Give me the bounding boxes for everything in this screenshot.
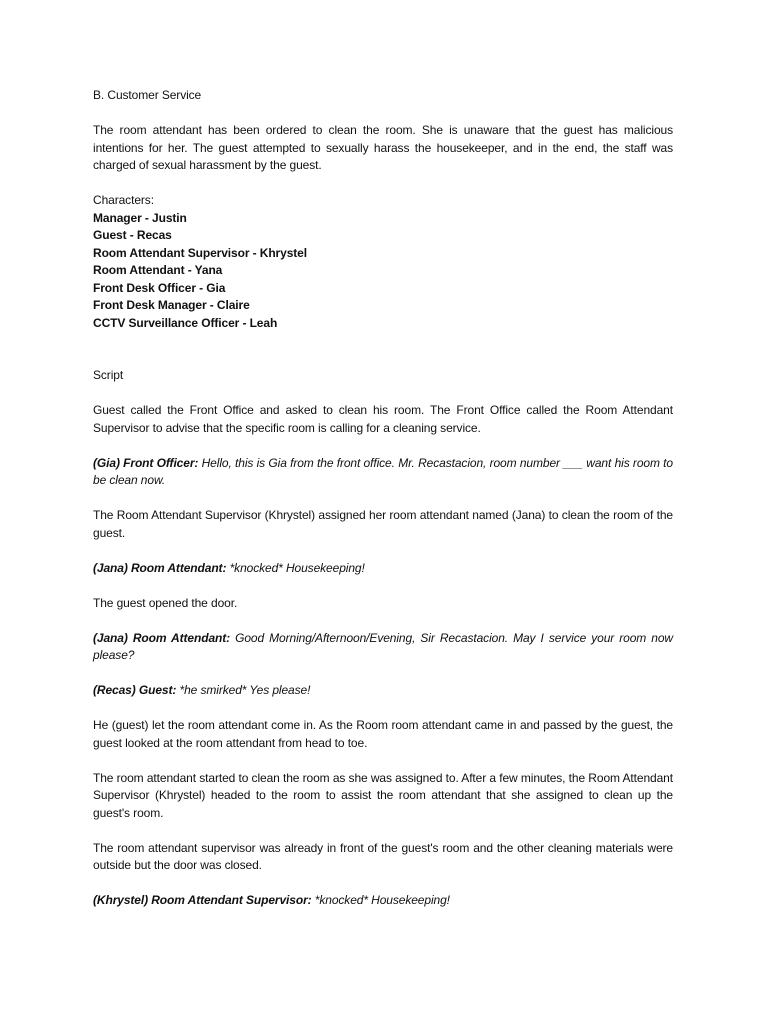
dialogue-speaker: (Gia) Front Officer: xyxy=(93,455,199,470)
dialogue-text: *he smirked* Yes please! xyxy=(176,683,311,697)
character-item: Room Attendant Supervisor - Khrystel xyxy=(93,245,307,260)
dialogue-line xyxy=(93,455,673,490)
narration-paragraph: Guest called the Front Office and asked to clean his room. The Front Office called the Room Attendant Supervisor to advise that the specific room is calling for a cleaning service. xyxy=(93,403,673,435)
document-content xyxy=(93,87,673,927)
narration-paragraph: He (guest) let the room attendant come in. As the Room room attendant came in and passed by the guest, the guest looked at the room attendant from head to toe. xyxy=(93,718,673,750)
intro-paragraph: The room attendant has been ordered to clean the room. She is unaware that the guest has malicious intentions for her. The guest attempted to sexually harass the housekeeper, and in the end, the staff was charged of sexual harassment by the guest. xyxy=(93,123,673,172)
script-label: Script xyxy=(93,368,124,382)
dialogue-text: *knocked* Housekeeping! xyxy=(226,560,365,575)
dialogue-text: Hello, this is Gia from the front office. Mr. Recastacion, room number ___ want his room to be clean now. xyxy=(93,455,673,487)
narration-paragraph: The guest opened the door. xyxy=(93,595,238,610)
dialogue-line xyxy=(93,630,673,665)
narration-paragraph: The Room Attendant Supervisor (Khrystel) assigned her room attendant named (Jana) to clean the room of the guest. xyxy=(93,508,673,540)
character-item: CCTV Surveillance Officer - Leah xyxy=(93,315,278,330)
characters-list xyxy=(93,210,673,333)
dialogue-line xyxy=(93,682,673,700)
narration-paragraph: The room attendant started to clean the room as she was assigned to. After a few minutes, the Room Attendant Supervisor (Khrystel) headed to the room to assist the room attendant that she assigned to clean up the guest's room. xyxy=(93,770,673,820)
dialogue-speaker: (Recas) Guest: xyxy=(93,683,177,697)
dialogue-line xyxy=(93,560,673,578)
dialogue-text: *knocked* Housekeeping! xyxy=(311,893,450,907)
character-item: Guest - Recas xyxy=(93,228,172,242)
dialogue-speaker: (Jana) Room Attendant: xyxy=(93,560,227,575)
dialogue-speaker: (Khrystel) Room Attendant Supervisor: xyxy=(93,893,312,907)
dialogue-text: Good Morning/Afternoon/Evening, Sir Recastacion. May I service your room now please? xyxy=(93,630,673,662)
character-item: Manager - Justin xyxy=(93,210,187,225)
dialogue-line xyxy=(93,892,673,910)
section-title: B. Customer Service xyxy=(93,88,202,102)
character-item: Room Attendant - Yana xyxy=(93,263,223,277)
narration-paragraph: The room attendant supervisor was already in front of the guest's room and the other cleaning materials were outside but the door was closed. xyxy=(93,840,673,872)
characters-label: Characters: xyxy=(93,193,154,207)
dialogue-speaker: (Jana) Room Attendant: xyxy=(93,630,231,645)
character-item: Front Desk Manager - Claire xyxy=(93,298,250,312)
character-item: Front Desk Officer - Gia xyxy=(93,280,226,295)
